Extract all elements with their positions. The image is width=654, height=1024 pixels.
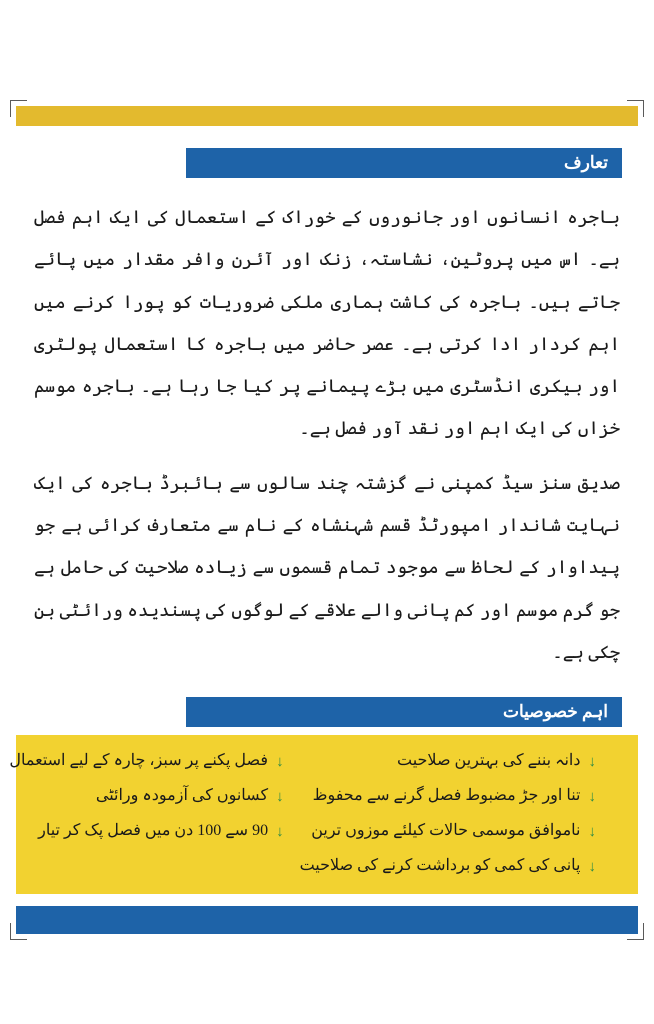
feature-item: [313, 782, 596, 811]
feature-label: ناموافق موسمی حالات کیلئے موزوں ترین: [311, 821, 581, 839]
feature-item: [300, 852, 596, 881]
feature-label: پانی کی کمی کو برداشت کرنے کی صلاحیت: [299, 856, 581, 874]
feature-item: [9, 747, 283, 776]
intro-paragraph-1: باجرہ انسانوں اور جانوروں کے خوراک کے استعمال کی ایک اہم فصل ہے۔ اس میں پروٹین، نشاستہ، زنک اور آئرن وافر مقدار میں پائے جاتے ہیں۔ باجرہ کی کاشت ہماری ملکی ضروریات کو پورا کرنے میں اہم کردار ادا کرتی ہے۔ عصر حاضر میں باجرہ کا استعمال پولٹری اور بیکری انڈسٹری میں بڑے پیمانے پر کیا جا رہا ہے۔ باجرہ موسم خزاں کی ایک اہم اور نقد آور فصل ہے۔: [34, 207, 620, 439]
feature-item: [397, 747, 596, 776]
intro-paragraph-2: صدیق سنز سیڈ کمپنی نے گزشتہ چند سالوں سے ہائبرڈ باجرہ کی ایک نہایت شاندار امپورٹڈ قسم شہنشاہ کے نام سے متعارف کرائی ہے جو پیداوار کے لحاظ سے موجود تمام قسموں سے زیادہ صلاحیت کی حامل ہے جو گرم موسم اور کم پانی والے علاقے کے لوگوں کی پسندیدہ ورائٹی بن چکی ہے۔: [34, 472, 621, 662]
feature-item: [311, 817, 596, 846]
features-column-right: [300, 747, 620, 880]
arrow-down-icon: ↓: [276, 754, 284, 771]
bottom-blue-band: [16, 906, 638, 934]
feature-item: [38, 817, 283, 846]
feature-label: فصل پکنے پر سبز، چارہ کے لیے استعمال: [9, 752, 269, 770]
arrow-down-icon: ↓: [588, 788, 596, 805]
feature-label: دانہ بننے کی بہترین صلاحیت: [396, 752, 581, 770]
arrow-down-icon: ↓: [276, 788, 284, 805]
arrow-down-icon: ↓: [588, 858, 596, 875]
section-header-intro: تعارف: [186, 148, 622, 178]
feature-label: تنا اور جڑ مضبوط فصل گرنے سے محفوظ: [312, 787, 581, 805]
arrow-down-icon: ↓: [276, 823, 284, 840]
features-column-left: [9, 747, 289, 880]
feature-label: 90 سے 100 دن میں فصل پک کر تیار: [38, 821, 269, 839]
top-gold-band: [16, 106, 638, 126]
feature-item: [96, 782, 284, 811]
arrow-down-icon: ↓: [588, 823, 596, 840]
intro-body: [16, 178, 638, 673]
arrow-down-icon: ↓: [588, 754, 596, 771]
document-content: [9, 126, 638, 894]
section-header-features: اہم خصوصیات: [186, 697, 622, 727]
features-block: [9, 735, 638, 894]
feature-label: کسانوں کی آزمودہ ورائٹی: [95, 787, 269, 805]
